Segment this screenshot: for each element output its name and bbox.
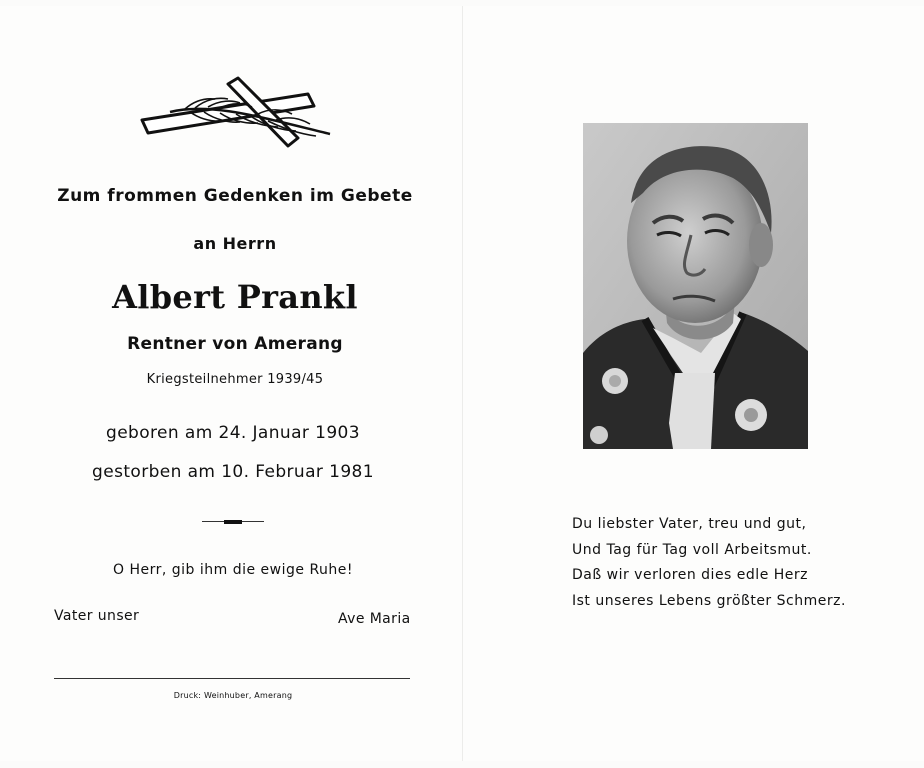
ornament-divider — [202, 520, 264, 523]
ave-maria-label: Ave Maria — [338, 611, 411, 627]
vater-unser-label: Vater unser — [54, 608, 140, 624]
death-date-line: gestorben am 10. Februar 1981 — [92, 462, 374, 482]
intro-line: Zum frommen Gedenken im Gebete — [57, 186, 413, 206]
printer-credit: Druck: Weinhuber, Amerang — [173, 691, 293, 700]
cross-with-palm-branch-icon — [140, 72, 335, 157]
prayer-line: O Herr, gib ihm die ewige Ruhe! — [112, 562, 354, 578]
portrait-photo — [583, 123, 808, 449]
salutation: an Herrn — [193, 234, 277, 253]
occupation: Rentner von Amerang — [127, 334, 343, 354]
verse-line: Und Tag für Tag voll Arbeitsmut. — [572, 541, 812, 558]
verse-line: Ist unseres Lebens größter Schmerz. — [572, 592, 846, 609]
memorial-verse — [572, 512, 846, 614]
footer-rule — [54, 678, 410, 679]
verse-line: Du liebster Vater, treu und gut, — [572, 516, 807, 532]
birth-date-line: geboren am 24. Januar 1903 — [106, 423, 360, 443]
war-service: Kriegsteilnehmer 1939/45 — [146, 372, 324, 387]
verse-line: Daß wir verloren dies edle Herz — [572, 567, 808, 583]
deceased-name: Albert Prankl — [112, 278, 358, 316]
